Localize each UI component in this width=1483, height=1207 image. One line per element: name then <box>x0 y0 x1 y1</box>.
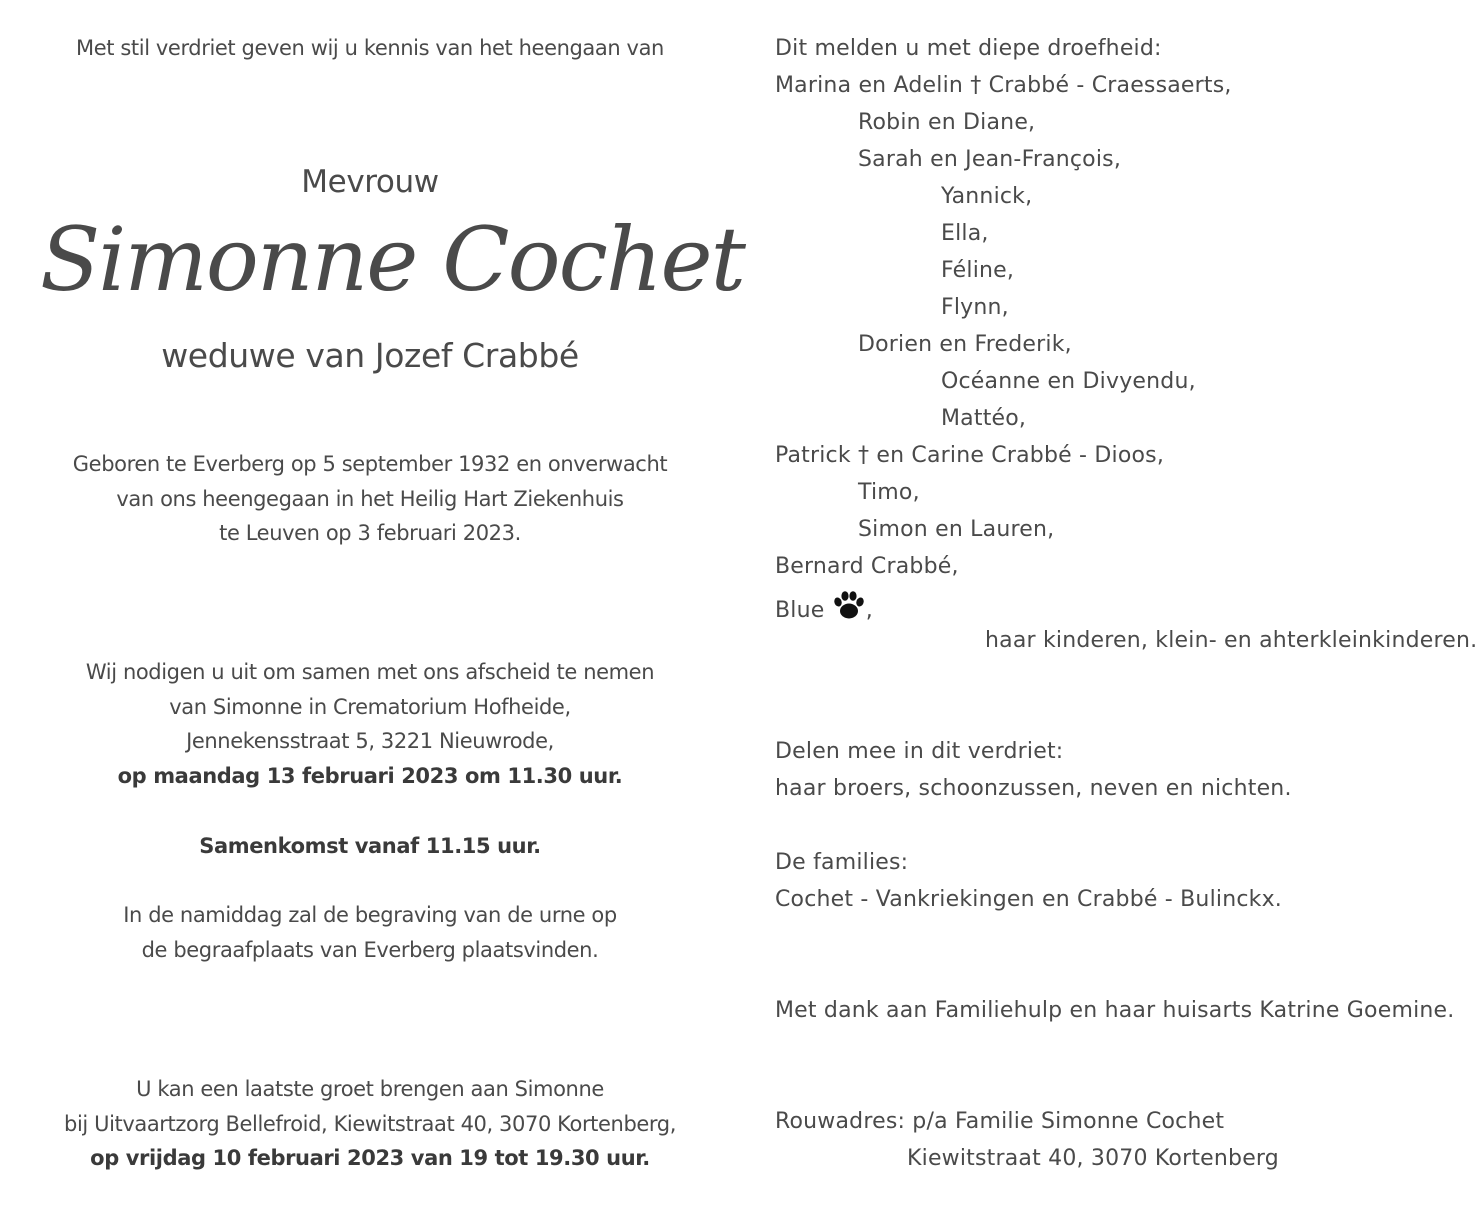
family-line: Yannick, <box>941 184 1033 209</box>
thanks-text: Met dank aan Familiehulp en haar huisarts Katrine Goemine. <box>775 998 1455 1023</box>
family-line: Féline, <box>941 258 1015 283</box>
deceased-name: Simonne Cochet <box>40 208 744 311</box>
gathering-text: Samenkomst vanaf 11.15 uur. <box>199 834 541 858</box>
family-closing: haar kinderen, klein- en ahterkleinkinderen. <box>985 628 1478 653</box>
family-line: Ella, <box>941 221 989 246</box>
greeting-date: op vrijdag 10 februari 2023 van 19 tot 19.30 uur. <box>90 1146 650 1170</box>
address-label: Rouwadres: p/a Familie Simonne Cochet <box>775 1109 1225 1134</box>
family-line: Marina en Adelin † Crabbé - Craessaerts, <box>775 73 1232 98</box>
family-line: Patrick † en Carine Crabbé - Dioos, <box>775 443 1165 468</box>
invite-line: Jennekensstraat 5, 3221 Nieuwrode, <box>186 729 554 753</box>
intro-text: Met stil verdriet geven wij u kennis van het heengaan van <box>76 36 664 60</box>
greeting-line: bij Uitvaartzorg Bellefroid, Kiewitstraat 40, 3070 Kortenberg, <box>64 1112 676 1136</box>
announce-text: Dit melden u met diepe droefheid: <box>775 36 1162 61</box>
birth-line: van ons heengegaan in het Heilig Hart Ziekenhuis <box>116 487 624 511</box>
families-heading: De families: <box>775 850 909 875</box>
family-line: Timo, <box>858 480 920 505</box>
birth-line: te Leuven op 3 februari 2023. <box>219 521 521 545</box>
invite-line: van Simonne in Crematorium Hofheide, <box>169 695 571 719</box>
family-line: Flynn, <box>941 295 1009 320</box>
share-heading: Delen mee in dit verdriet: <box>775 739 1064 764</box>
family-line: Dorien en Frederik, <box>858 332 1072 357</box>
families-text: Cochet - Vankriekingen en Crabbé - Bulinckx. <box>775 887 1282 912</box>
family-line: Océanne en Divyendu, <box>941 369 1196 394</box>
burial-line: In de namiddag zal de begraving van de urne op <box>123 903 617 927</box>
pet-line <box>775 591 873 627</box>
address-line: Kiewitstraat 40, 3070 Kortenberg <box>907 1146 1279 1171</box>
greeting-line: U kan een laatste groet brengen aan Simonne <box>136 1077 604 1101</box>
family-line: Bernard Crabbé, <box>775 554 959 579</box>
birth-line: Geboren te Everberg op 5 september 1932 en onverwacht <box>72 452 668 476</box>
family-line: Mattéo, <box>941 406 1027 431</box>
pet-suffix: , <box>865 598 873 623</box>
family-line: Sarah en Jean-François, <box>858 147 1122 172</box>
spouse-text: weduwe van Jozef Crabbé <box>161 336 579 375</box>
burial-line: de begraafplaats van Everberg plaatsvinden. <box>141 938 599 962</box>
paw-icon <box>832 591 866 627</box>
pet-name: Blue <box>775 598 825 623</box>
family-line: Robin en Diane, <box>858 110 1036 135</box>
title-text: Mevrouw <box>301 164 439 200</box>
invite-date: op maandag 13 februari 2023 om 11.30 uur. <box>117 764 623 788</box>
share-text: haar broers, schoonzussen, neven en nichten. <box>775 776 1292 801</box>
invite-line: Wij nodigen u uit om samen met ons afscheid te nemen <box>85 660 655 684</box>
family-line: Simon en Lauren, <box>858 517 1055 542</box>
